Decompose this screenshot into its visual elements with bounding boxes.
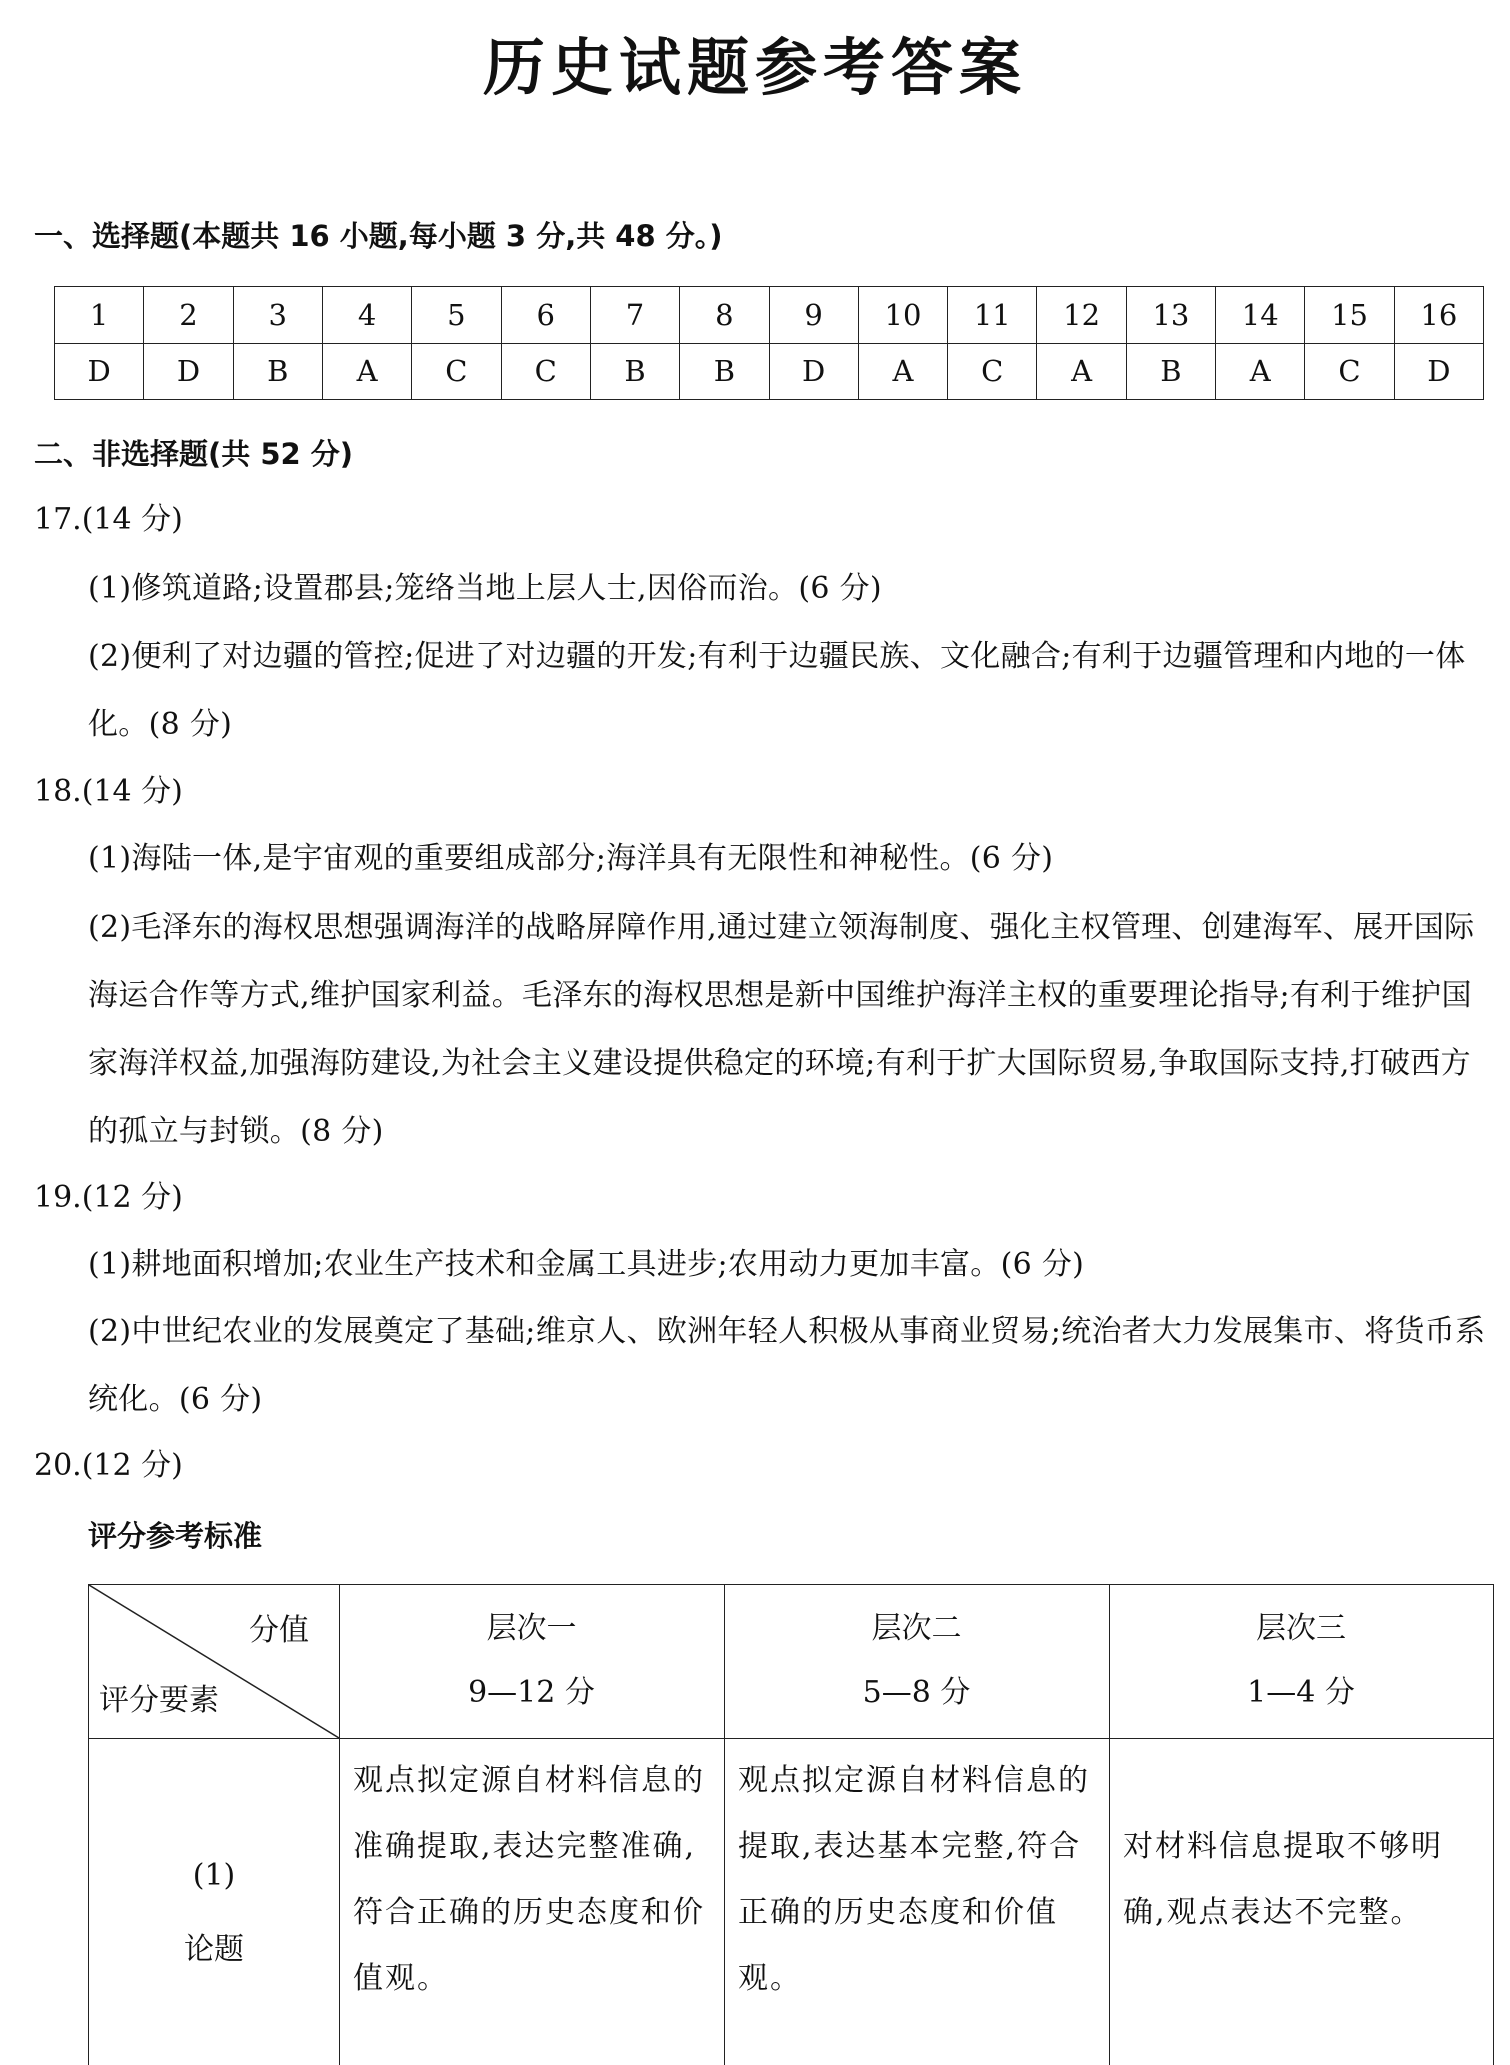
header-score-label: 分值 [249,1613,309,1648]
answer-letter: D [1394,343,1483,400]
q19-label: 19.(12 分) [34,1180,183,1215]
page-title: 历史试题参考答案 [482,31,1027,104]
answer-letter: C [501,343,590,400]
scoring-rubric-table [88,1584,1494,2065]
question-number: 16 [1394,287,1483,344]
row-label-name: 论题 [184,1932,244,1967]
answer-letter: A [858,343,947,400]
rubric-cell-level2: 观点拟定源自材料信息的提取,表达基本完整,符合正确的历史态度和价值观。 [738,1763,1090,1996]
q17-label: 17.(14 分) [34,502,183,537]
answer-letter: B [590,343,679,400]
question-number: 12 [1037,287,1126,344]
section2-heading: 二、非选择题(共 52 分) [34,437,354,471]
scoring-standard-label: 评分参考标准 [88,1519,263,1553]
answer-letter: A [1216,343,1305,400]
rubric-row-label [89,1738,339,2065]
answer-letter: D [769,343,858,400]
question-number-row [55,287,1484,344]
question-number: 7 [590,287,679,344]
header-element-label: 评分要素 [99,1683,219,1718]
answer-letter: D [144,343,233,400]
rubric-cell-level1: 观点拟定源自材料信息的准确提取,表达完整准确,符合正确的历史态度和价值观。 [353,1763,705,1996]
question-number: 14 [1216,287,1305,344]
q17-part2: (2)便利了对边疆的管控;促进了对边疆的开发;有利于边疆民族、文化融合;有利于边疆管理和内地的一体化。(8 分) [88,639,1466,742]
question-number: 3 [233,287,322,344]
level-range: 9—12 分 [468,1675,595,1710]
level-name: 层次三 [1256,1611,1346,1646]
level-name: 层次一 [486,1611,577,1646]
answer-letter: B [680,343,769,400]
answer-letter: A [1037,343,1126,400]
level-range: 5—8 分 [862,1675,971,1710]
q18-label: 18.(14 分) [34,774,183,809]
q19-part1: (1)耕地面积增加;农业生产技术和金属工具进步;农用动力更加丰富。(6 分) [88,1247,1085,1282]
row-label-number: (1) [192,1858,236,1893]
question-number: 13 [1126,287,1215,344]
question-number: 9 [769,287,858,344]
answer-letter: C [412,343,501,400]
section1-heading: 一、选择题(本题共 16 小题,每小题 3 分,共 48 分。) [34,219,723,253]
answer-letter: D [55,343,144,400]
answer-letter: B [233,343,322,400]
question-number: 11 [948,287,1037,344]
question-number: 6 [501,287,590,344]
answer-letter: B [1126,343,1215,400]
level-header [1109,1585,1493,1738]
mc-answer-table [54,286,1484,400]
answer-letter: C [1305,343,1394,400]
answer-row [55,343,1484,400]
answer-letter: A [322,343,411,400]
q20-label: 20.(12 分) [34,1448,183,1483]
question-number: 15 [1305,287,1394,344]
question-number: 4 [322,287,411,344]
level-range: 1—4 分 [1247,1675,1355,1710]
answer-letter: C [948,343,1037,400]
q18-part2: (2)毛泽东的海权思想强调海洋的战略屏障作用,通过建立领海制度、强化主权管理、创建海军、展开国际海运合作等方式,维护国家利益。毛泽东的海权思想是新中国维护海洋主权的重要理论指导;有利于维护国家海洋权益,加强海防建设,为社会主义建设提供稳定的环境;有利于扩大国际贸易,争取国际支持,打破西方的孤立与封锁。(8 分) [88,910,1475,1149]
level-name: 层次二 [871,1611,962,1646]
level-header [724,1585,1109,1738]
level-header [339,1585,724,1738]
rubric-cell-level3: 对材料信息提取不够明确,观点表达不完整。 [1123,1829,1443,1930]
question-number: 8 [680,287,769,344]
question-number: 1 [55,287,144,344]
question-number: 2 [144,287,233,344]
q17-part1: (1)修筑道路;设置郡县;笼络当地上层人士,因俗而治。(6 分) [88,571,882,606]
q18-part1: (1)海陆一体,是宇宙观的重要组成部分;海洋具有无限性和神秘性。(6 分) [88,841,1054,876]
question-number: 10 [858,287,947,344]
q19-part2: (2)中世纪农业的发展奠定了基础;维京人、欧洲年轻人积极从事商业贸易;统治者大力发展集市、将货币系统化。(6 分) [88,1314,1486,1417]
question-number: 5 [412,287,501,344]
